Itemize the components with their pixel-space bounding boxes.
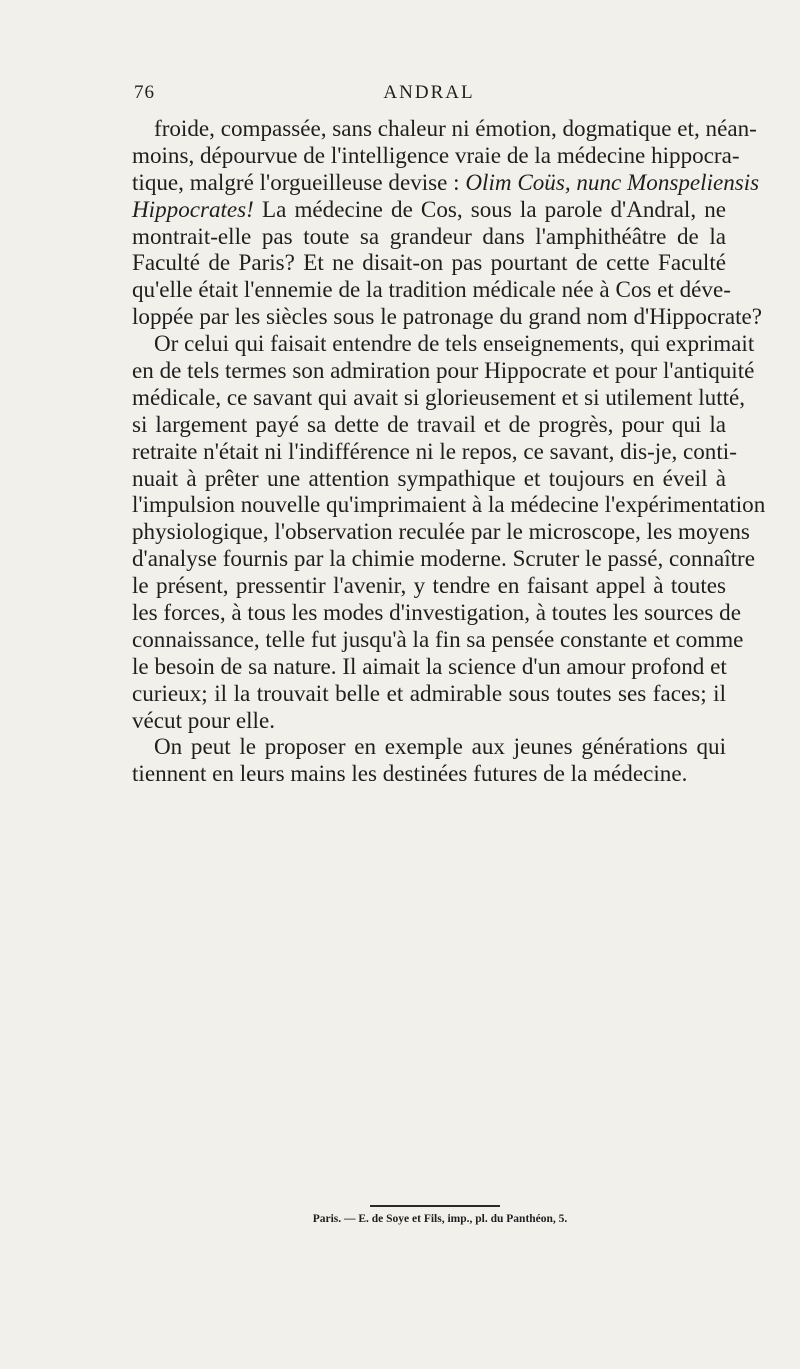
text-line: retraite n'était ni l'indifférence ni le repos, ce savant, dis-je, conti- [132, 437, 737, 464]
text-line: l'impulsion nouvelle qu'imprimaient à la médecine l'expérimentation [132, 491, 766, 518]
text-line: qu'elle était l'ennemie de la tradition médicale née à Cos et déve- [132, 276, 731, 303]
text-line: On peut le proposer en exemple aux jeunes générations qui [154, 733, 726, 760]
text-line: médicale, ce savant qui avait si glorieusement et si utilement lutté, [132, 383, 746, 410]
text-line: Or celui qui faisait entendre de tels enseignements, qui exprimait [154, 330, 755, 357]
text-line: tique, malgré l'orgueilleuse devise : Olim Coüs, nunc Monspeliensis [132, 168, 760, 195]
text-line: Hippocrates! La médecine de Cos, sous la parole d'Andral, ne [132, 195, 726, 222]
running-head [134, 82, 724, 106]
latin-motto: Olim Coüs, nunc Monspeliensis [465, 168, 760, 195]
text-line: en de tels termes son admiration pour Hippocrate et pour l'antiquité [132, 357, 755, 384]
text-line: loppée par les siècles sous le patronage du grand nom d'Hippocrate? [132, 303, 763, 330]
page-number: 76 [134, 82, 155, 103]
text-line: le besoin de sa nature. Il aimait la science d'un amour profond et [132, 652, 727, 679]
text-line: Faculté de Paris? Et ne disait-on pas pourtant de cette Faculté [132, 249, 726, 276]
text-line: froide, compassée, sans chaleur ni émotion, dogmatique et, néan- [154, 115, 757, 141]
text-line: physiologique, l'observation reculée par le microscope, les moyens [132, 518, 750, 545]
text-line: vécut pour elle. [132, 706, 275, 733]
text-line: le présent, pressentir l'avenir, y tendre en faisant appel à toutes [132, 572, 726, 599]
text-line: curieux; il la trouvait belle et admirable sous toutes ses faces; il [132, 679, 726, 706]
text-line: les forces, à tous les modes d'investigation, à toutes les sources de [132, 599, 741, 626]
colophon-rule [370, 1205, 500, 1207]
text-line: montrait-elle pas toute sa grandeur dans l'amphithéâtre de la [132, 222, 726, 249]
printer-colophon: Paris. — E. de Soye et Fils, imp., pl. du Panthéon, 5. [312, 1213, 568, 1225]
running-title: ANDRAL [383, 82, 475, 103]
text-line: connaissance, telle fut jusqu'à la fin sa pensée constante et comme [132, 625, 744, 652]
text-line: tiennent en leurs mains les destinées futures de la médecine. [132, 760, 688, 787]
text-line: nuait à prêter une attention sympathique et toujours en éveil à [132, 464, 726, 491]
text-line: d'analyse fournis par la chimie moderne. Scruter le passé, connaître [132, 545, 755, 572]
body-text [132, 115, 766, 787]
text-line: moins, dépourvue de l'intelligence vraie de la médecine hippocra- [132, 141, 740, 168]
text-line: si largement payé sa dette de travail et de progrès, pour qui la [132, 410, 726, 437]
latin-motto: Hippocrates! [132, 195, 254, 222]
